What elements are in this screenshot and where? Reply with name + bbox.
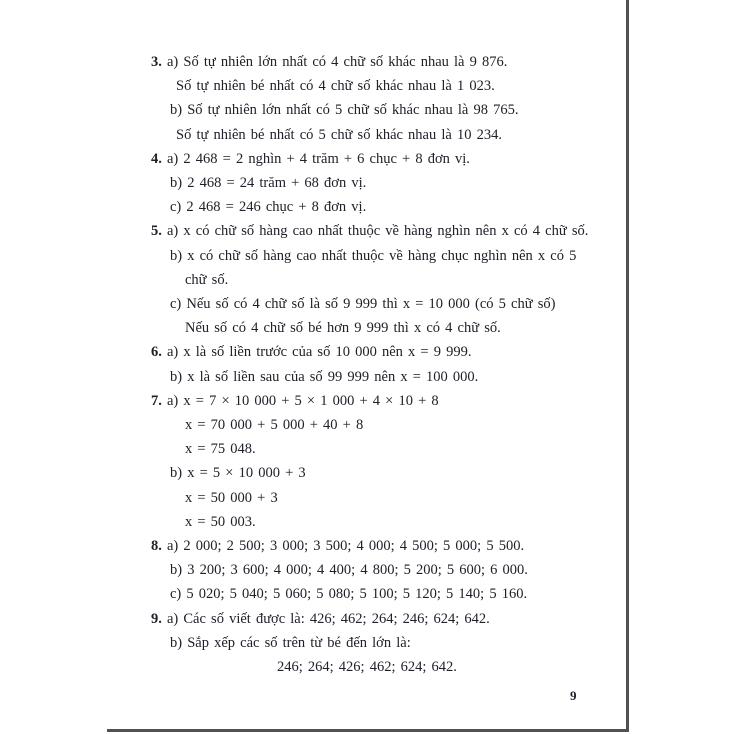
item-label: a)	[167, 54, 184, 70]
page-number: 9	[570, 688, 577, 703]
text-line	[151, 98, 623, 122]
item-number: 3.	[151, 54, 167, 70]
line-text: Nếu số có 4 chữ số là số 9 999 thì x = 10 000 (có 5 chữ số)	[186, 296, 556, 313]
line-text: Các số viết được là: 426; 462; 264; 246; 624; 642.	[183, 610, 490, 627]
text-line	[151, 486, 623, 510]
text-line	[151, 171, 623, 195]
line-text: x = 7 × 10 000 + 5 × 1 000 + 4 × 10 + 8	[183, 392, 439, 409]
line-text: Số tự nhiên lớn nhất có 4 chữ số khác nhau là 9 876.	[183, 54, 508, 70]
item-number: 9.	[151, 610, 167, 627]
item-label: a)	[167, 538, 184, 555]
page-edge-vertical-line	[626, 0, 629, 732]
line-text: 2 468 = 2 nghìn + 4 trăm + 6 chục + 8 đơn vị.	[183, 150, 470, 167]
text-line	[151, 655, 623, 679]
text-line	[151, 558, 623, 582]
text-line	[151, 607, 623, 631]
text-line	[151, 510, 623, 534]
line-text: x có chữ số hàng cao nhất thuộc về hàng chục nghìn nên x có 5	[187, 247, 577, 264]
text-line	[151, 413, 623, 437]
answer-key-text	[151, 50, 623, 679]
line-text: Số tự nhiên bé nhất có 5 chữ số khác nhau là 10 234.	[176, 126, 502, 143]
item-label: b)	[170, 465, 188, 482]
item-label: c)	[170, 199, 187, 216]
text-line	[151, 50, 623, 74]
page-edge-bottom-line	[107, 729, 629, 732]
item-number: 4.	[151, 150, 167, 167]
item-label: b)	[170, 368, 188, 385]
text-line	[151, 461, 623, 485]
item-label: a)	[167, 610, 184, 627]
line-text: 2 000; 2 500; 3 000; 3 500; 4 000; 4 500; 5 000; 5 500.	[183, 538, 525, 555]
line-text: Sắp xếp các số trên từ bé đến lớn là:	[187, 634, 411, 651]
item-label: b)	[170, 175, 188, 192]
item-label: a)	[167, 150, 184, 167]
line-text: chữ số.	[185, 271, 229, 288]
line-text: Số tự nhiên lớn nhất có 5 chữ số khác nhau là 98 765.	[187, 102, 519, 119]
text-line	[151, 340, 623, 364]
item-label: a)	[167, 223, 184, 240]
line-text: 2 468 = 246 chục + 8 đơn vị.	[186, 199, 367, 216]
item-label: a)	[167, 344, 184, 361]
line-text: x = 50 003.	[185, 513, 256, 530]
line-text: x là số liền sau của số 99 999 nên x = 100 000.	[187, 368, 479, 385]
text-line	[151, 219, 623, 243]
text-line	[151, 74, 623, 98]
text-line	[151, 123, 623, 147]
text-line	[151, 292, 623, 316]
text-line	[151, 195, 623, 219]
item-label: b)	[170, 562, 188, 579]
text-line	[151, 316, 623, 340]
line-text: 2 468 = 24 trăm + 68 đơn vị.	[187, 175, 367, 192]
line-text: 246; 264; 426; 462; 624; 642.	[277, 659, 457, 676]
item-label: b)	[170, 102, 188, 119]
line-text: x là số liền trước của số 10 000 nên x = 9 999.	[183, 344, 472, 361]
item-label: c)	[170, 296, 187, 313]
text-line	[151, 244, 623, 268]
text-line	[151, 582, 623, 606]
line-text: x = 5 × 10 000 + 3	[187, 465, 306, 482]
item-number: 8.	[151, 538, 167, 555]
text-line	[151, 437, 623, 461]
text-line	[151, 268, 623, 292]
item-number: 6.	[151, 344, 167, 361]
item-number: 7.	[151, 392, 167, 409]
text-line	[151, 389, 623, 413]
text-line	[151, 365, 623, 389]
text-line	[151, 534, 623, 558]
line-text: x = 70 000 + 5 000 + 40 + 8	[185, 417, 364, 434]
line-text: 3 200; 3 600; 4 000; 4 400; 4 800; 5 200; 5 600; 6 000.	[187, 562, 528, 579]
line-text: 5 020; 5 040; 5 060; 5 080; 5 100; 5 120; 5 140; 5 160.	[186, 586, 528, 603]
line-text: x = 50 000 + 3	[185, 489, 278, 506]
line-text: Nếu số có 4 chữ số bé hơn 9 999 thì x có 4 chữ số.	[185, 320, 501, 337]
item-label: b)	[170, 634, 188, 651]
item-number: 5.	[151, 223, 167, 240]
item-label: a)	[167, 392, 184, 409]
line-text: x = 75 048.	[185, 441, 256, 458]
line-text: Số tự nhiên bé nhất có 4 chữ số khác nhau là 1 023.	[176, 78, 495, 95]
line-text: x có chữ số hàng cao nhất thuộc về hàng nghìn nên x có 4 chữ số.	[183, 223, 589, 240]
item-label: c)	[170, 586, 187, 603]
item-label: b)	[170, 247, 188, 264]
text-line	[151, 147, 623, 171]
text-line	[151, 631, 623, 655]
